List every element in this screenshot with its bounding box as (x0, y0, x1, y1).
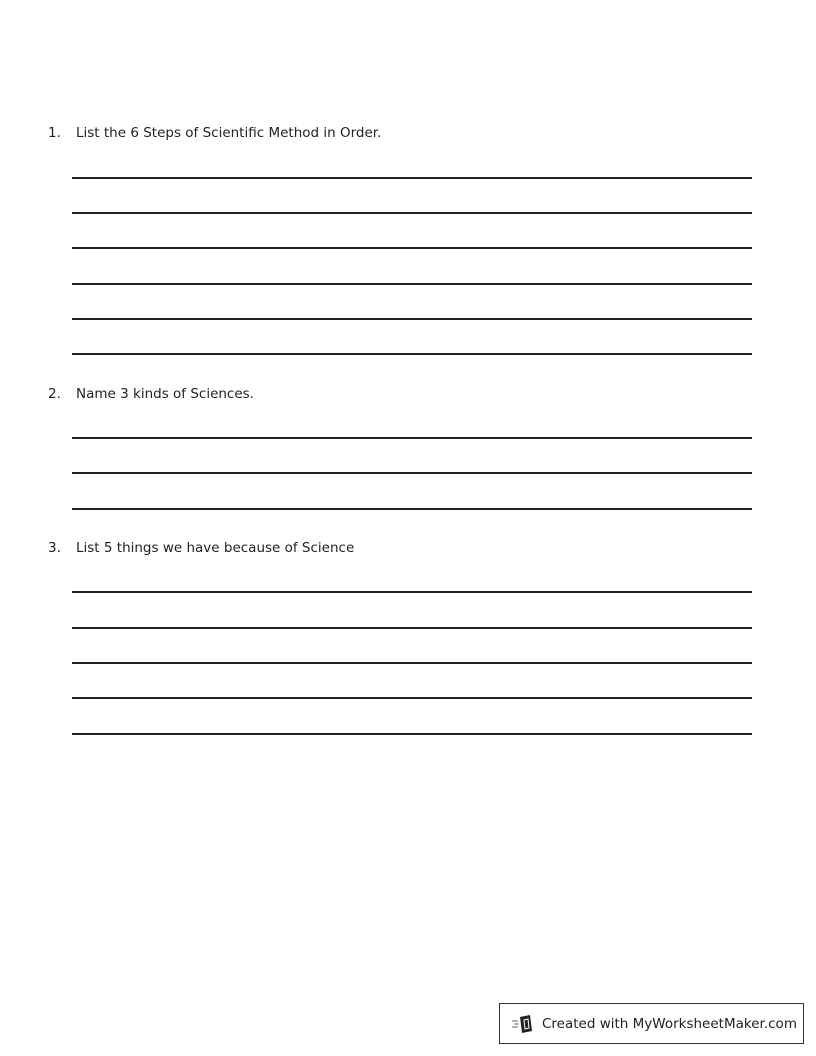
answer-line (72, 733, 752, 735)
answer-line (72, 247, 752, 249)
question-2 (48, 386, 254, 402)
answer-line (72, 212, 752, 214)
question-3 (48, 540, 354, 556)
answer-line (72, 472, 752, 474)
answer-line (72, 283, 752, 285)
answer-line (72, 508, 752, 510)
answer-line (72, 697, 752, 699)
question-number: 2. (48, 386, 61, 402)
footer-text: Created with MyWorksheetMaker.com (542, 1015, 797, 1032)
footer-credit (499, 1003, 804, 1044)
answer-line (72, 318, 752, 320)
question-number: 1. (48, 125, 61, 141)
question-text: List 5 things we have because of Science (76, 540, 355, 556)
answer-line (72, 437, 752, 439)
question-number: 3. (48, 540, 61, 556)
answer-line (72, 353, 752, 355)
answer-line (72, 662, 752, 664)
answer-line (72, 627, 752, 629)
answer-line (72, 177, 752, 179)
worksheet-maker-logo-icon (512, 1014, 534, 1034)
question-text: List the 6 Steps of Scientific Method in Order. (76, 125, 382, 141)
question-text: Name 3 kinds of Sciences. (76, 386, 254, 402)
answer-line (72, 591, 752, 593)
question-1 (48, 125, 381, 141)
